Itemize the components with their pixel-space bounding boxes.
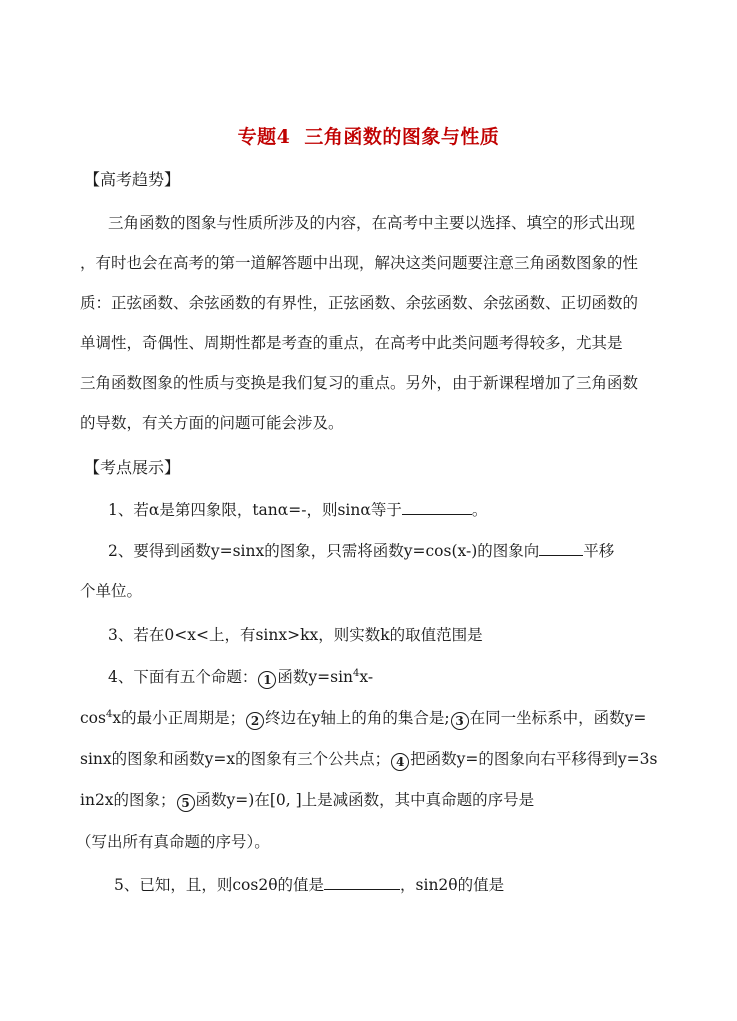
question-2-text: 2、要得到函数y=sinx的图象，只需将函数y=cos(x-)的图象向 xyxy=(108,542,540,560)
trend-heading: 【高考趋势】 xyxy=(84,170,181,189)
question-1-end: 。 xyxy=(471,501,488,519)
q4-text: 终边在y轴上的角的集合是; xyxy=(265,709,450,727)
question-2-line2: 个单位。 xyxy=(80,582,143,600)
trend-line-2: ，有时也会在高考的第一道解答题中出现，解决这类问题要注意三角函数图象的性 xyxy=(80,254,639,272)
question-4-line4 xyxy=(80,790,534,812)
circled-number-5: 5 xyxy=(177,794,195,812)
question-4-line5: （写出所有真命题的序号）。 xyxy=(76,833,270,851)
title-topic-number: 专题4 xyxy=(237,126,291,148)
q4-text: 在同一坐标系中，函数y= xyxy=(469,709,647,727)
question-5-text: 5、已知，且，则cos2θ的值是 xyxy=(114,876,325,894)
answer-blank xyxy=(324,875,400,890)
question-4-line3 xyxy=(80,749,657,771)
question-2-end: 平移 xyxy=(583,542,615,560)
trend-line-6: 的导数，有关方面的问题可能会涉及。 xyxy=(80,414,344,432)
q4-text: 函数y=sin xyxy=(277,668,354,686)
trend-line-5: 三角函数图象的性质与变换是我们复习的重点。另外，由于新课程增加了三角函数 xyxy=(80,374,639,392)
superscript: 4 xyxy=(353,667,360,679)
trend-line-3: 质：正弦函数、余弦函数的有界性，正弦函数、余弦函数、余弦函数、正切函数的 xyxy=(80,294,639,312)
q4-text: x- xyxy=(359,668,374,686)
circled-number-2: 2 xyxy=(246,712,264,730)
question-4-line1 xyxy=(108,667,373,689)
trend-line-1: 三角函数的图象与性质所涉及的内容，在高考中主要以选择、填空的形式出现 xyxy=(108,214,636,232)
title-topic-name: 三角函数的图象与性质 xyxy=(304,126,500,148)
circled-number-4: 4 xyxy=(391,753,409,771)
q4-text: sinx的图象和函数y=x的图象有三个公共点； xyxy=(80,750,391,768)
q4-text: 4、下面有五个命题： xyxy=(108,668,258,686)
question-4-line2 xyxy=(80,708,646,730)
q4-text: 函数y=)在[0, ]上是减函数，其中真命题的序号是 xyxy=(195,791,535,809)
trend-line-4: 单调性，奇偶性、周期性都是考查的重点，在高考中此类问题考得较多，尤其是 xyxy=(80,334,623,352)
q4-text: x的最小正周期是； xyxy=(112,709,246,727)
question-1 xyxy=(108,500,487,520)
circled-number-1: 1 xyxy=(258,671,276,689)
question-5 xyxy=(114,875,504,895)
question-3: 3、若在0<x<上，有sinx>kx，则实数k的取值范围是 xyxy=(108,626,483,644)
question-1-text: 1、若α是第四象限，tanα=-，则sinα等于 xyxy=(108,501,402,519)
q4-text: cos xyxy=(80,709,106,727)
question-5-text-2: ，sin2θ的值是 xyxy=(400,876,505,894)
q4-text: 把函数y=的图象向右平移得到y=3s xyxy=(410,750,658,768)
page-title xyxy=(0,122,737,149)
superscript: 4 xyxy=(105,708,113,720)
points-heading: 【考点展示】 xyxy=(84,458,181,477)
circled-number-3: 3 xyxy=(451,712,469,730)
answer-blank xyxy=(402,500,472,515)
question-2 xyxy=(108,541,614,561)
q4-text: in2x的图象； xyxy=(80,791,176,809)
answer-blank xyxy=(539,541,583,556)
